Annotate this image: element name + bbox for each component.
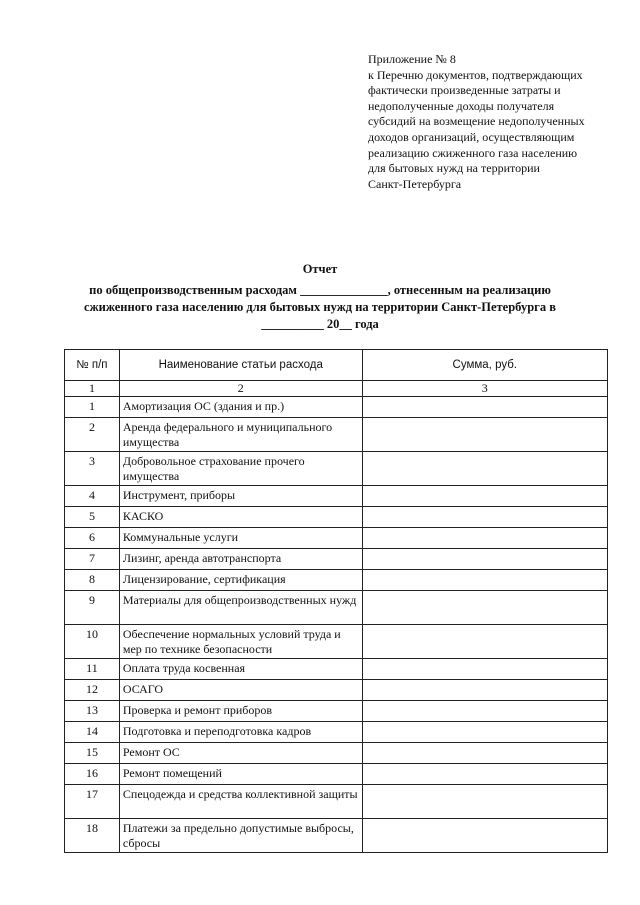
report-subtitle-line-1: по общепроизводственным расходам ______________, отнесенным на реализацию (89, 283, 551, 297)
appendix-line: Приложение № 8 (368, 52, 456, 66)
appendix-line: недополученные доходы получателя (368, 98, 555, 113)
report-heading: Отчет (302, 262, 338, 276)
table-row (65, 722, 608, 743)
row-expense-name: Материалы для общепроизводственных нужд (119, 591, 362, 625)
table-row (65, 418, 608, 452)
table-row (65, 764, 608, 785)
appendix-note (368, 52, 630, 192)
table-header-row (65, 350, 608, 381)
row-sum (362, 591, 607, 625)
appendix-line: к Перечню документов, подтверждающих (368, 67, 583, 82)
appendix-line: для бытовых нужд на территории (368, 161, 540, 176)
row-sum (362, 722, 607, 743)
row-number: 17 (65, 785, 120, 819)
row-number: 12 (65, 680, 120, 701)
row-expense-name: Лицензирование, сертификация (119, 570, 362, 591)
row-number: 2 (65, 418, 120, 452)
column-number: 2 (119, 381, 362, 397)
report-subtitle-line-2: сжиженного газа населению для бытовых нужд на территории Санкт-Петербурга в (84, 300, 556, 314)
row-number: 9 (65, 591, 120, 625)
row-sum (362, 507, 607, 528)
row-number: 4 (65, 486, 120, 507)
row-number: 15 (65, 743, 120, 764)
row-sum (362, 785, 607, 819)
table-row (65, 397, 608, 418)
row-expense-name: Аренда федерального и муниципального имущества (119, 418, 362, 452)
row-sum (362, 549, 607, 570)
row-expense-name: Инструмент, приборы (119, 486, 362, 507)
column-number: 1 (65, 381, 120, 397)
table-row (65, 625, 608, 659)
table-row (65, 528, 608, 549)
row-number: 13 (65, 701, 120, 722)
row-sum (362, 570, 607, 591)
row-sum (362, 680, 607, 701)
row-number: 1 (65, 397, 120, 418)
row-expense-name: Лизинг, аренда автотранспорта (119, 549, 362, 570)
table-row (65, 659, 608, 680)
row-sum (362, 452, 607, 486)
row-number: 10 (65, 625, 120, 659)
row-expense-name: КАСКО (119, 507, 362, 528)
row-expense-name: Обеспечение нормальных условий труда и мер по технике безопасности (119, 625, 362, 659)
column-number: 3 (362, 381, 607, 397)
row-number: 16 (65, 764, 120, 785)
row-number: 8 (65, 570, 120, 591)
header-number: № п/п (65, 350, 120, 381)
table-row (65, 785, 608, 819)
table-row (65, 591, 608, 625)
row-sum (362, 528, 607, 549)
table-row (65, 486, 608, 507)
row-number: 14 (65, 722, 120, 743)
table-row (65, 680, 608, 701)
row-number: 7 (65, 549, 120, 570)
row-expense-name: Проверка и ремонт приборов (119, 701, 362, 722)
header-sum: Сумма, руб. (362, 350, 607, 381)
appendix-line: доходов организаций, осуществляющим (368, 129, 575, 144)
row-sum (362, 701, 607, 722)
row-number: 5 (65, 507, 120, 528)
row-expense-name: Коммунальные услуги (119, 528, 362, 549)
row-number: 11 (65, 659, 120, 680)
expense-table (64, 349, 608, 853)
row-expense-name: Ремонт ОС (119, 743, 362, 764)
table-row (65, 743, 608, 764)
row-sum (362, 625, 607, 659)
appendix-line: фактически произведенные затраты и (368, 83, 561, 98)
row-sum (362, 418, 607, 452)
appendix-line: реализацию сжиженного газа населению (368, 145, 578, 160)
row-sum (362, 819, 607, 853)
header-expense-name: Наименование статьи расхода (119, 350, 362, 381)
row-sum (362, 659, 607, 680)
table-row (65, 549, 608, 570)
table-row (65, 570, 608, 591)
appendix-line: субсидий на возмещение недополученных (368, 114, 585, 129)
row-sum (362, 764, 607, 785)
row-expense-name: ОСАГО (119, 680, 362, 701)
row-expense-name: Ремонт помещений (119, 764, 362, 785)
row-number: 3 (65, 452, 120, 486)
row-number: 6 (65, 528, 120, 549)
table-row (65, 507, 608, 528)
row-sum (362, 486, 607, 507)
row-number: 18 (65, 819, 120, 853)
row-expense-name: Подготовка и переподготовка кадров (119, 722, 362, 743)
column-numbers-row (65, 381, 608, 397)
row-sum (362, 743, 607, 764)
row-expense-name: Добровольное страхование прочего имущества (119, 452, 362, 486)
row-expense-name: Оплата труда косвенная (119, 659, 362, 680)
table-row (65, 701, 608, 722)
table-row (65, 819, 608, 853)
row-sum (362, 397, 607, 418)
appendix-line: Санкт-Петербурга (368, 176, 462, 191)
report-period-line: __________ 20__ года (261, 317, 379, 331)
row-expense-name: Платежи за предельно допустимые выбросы, сбросы (119, 819, 362, 853)
table-row (65, 452, 608, 486)
row-expense-name: Спецодежда и средства коллективной защиты (119, 785, 362, 819)
row-expense-name: Амортизация ОС (здания и пр.) (119, 397, 362, 418)
